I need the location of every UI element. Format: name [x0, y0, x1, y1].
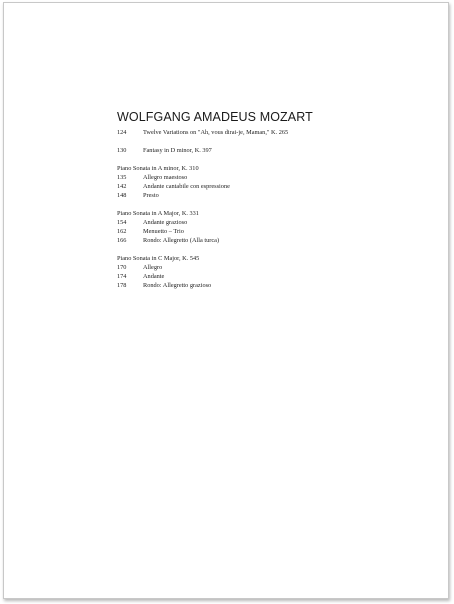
toc-page-number: 130 — [117, 147, 127, 154]
toc-entry — [114, 173, 414, 182]
toc-title: Andante grazioso — [143, 219, 188, 226]
spacer — [114, 245, 414, 254]
toc-page-number: 174 — [117, 273, 127, 280]
toc-title: Andante — [143, 273, 165, 280]
sonata-title: Piano Sonata in C Major, K. 545 — [117, 255, 200, 262]
toc-entry — [114, 281, 414, 290]
toc-title: Twelve Variations on "Ah, vous dirai-je, Maman," K. 265 — [143, 129, 289, 136]
toc-title: Allegro — [143, 264, 163, 271]
toc-page-number: 142 — [117, 183, 127, 190]
toc-entry — [114, 263, 414, 272]
toc-entry — [114, 227, 414, 236]
toc-entry — [114, 128, 414, 137]
toc-entry — [114, 191, 414, 200]
toc-page-number: 124 — [117, 129, 127, 136]
spacer — [114, 200, 414, 209]
document-page — [3, 2, 449, 599]
toc-page-number: 135 — [117, 174, 127, 181]
toc-entry — [114, 182, 414, 191]
toc-page-number: 166 — [117, 237, 127, 244]
toc-entry — [114, 236, 414, 245]
toc-page-number: 170 — [117, 264, 127, 271]
table-of-contents — [114, 110, 414, 290]
toc-title: Presto — [143, 192, 159, 199]
toc-page-number: 148 — [117, 192, 127, 199]
spacer — [114, 155, 414, 164]
toc-entry — [114, 272, 414, 281]
composer-heading: WOLFGANG AMADEUS MOZART — [117, 110, 313, 124]
toc-title: Rondo: Allegretto (Alla turca) — [143, 237, 220, 244]
sonata-title: Piano Sonata in A Major, K. 331 — [117, 210, 199, 217]
toc-title: Andante cantabile con espressione — [143, 183, 230, 190]
toc-title: Allegro maestoso — [143, 174, 188, 181]
toc-entry — [114, 218, 414, 227]
spacer — [114, 137, 414, 146]
toc-title: Fantasy in D minor, K. 397 — [143, 147, 212, 154]
toc-page-number: 178 — [117, 282, 127, 289]
toc-page-number: 162 — [117, 228, 127, 235]
sonata-title: Piano Sonata in A minor, K. 310 — [117, 165, 199, 172]
toc-title: Menuetto – Trio — [143, 228, 184, 235]
toc-title: Rondo: Allegretto grazioso — [143, 282, 212, 289]
toc-page-number: 154 — [117, 219, 127, 226]
toc-entry — [114, 146, 414, 155]
